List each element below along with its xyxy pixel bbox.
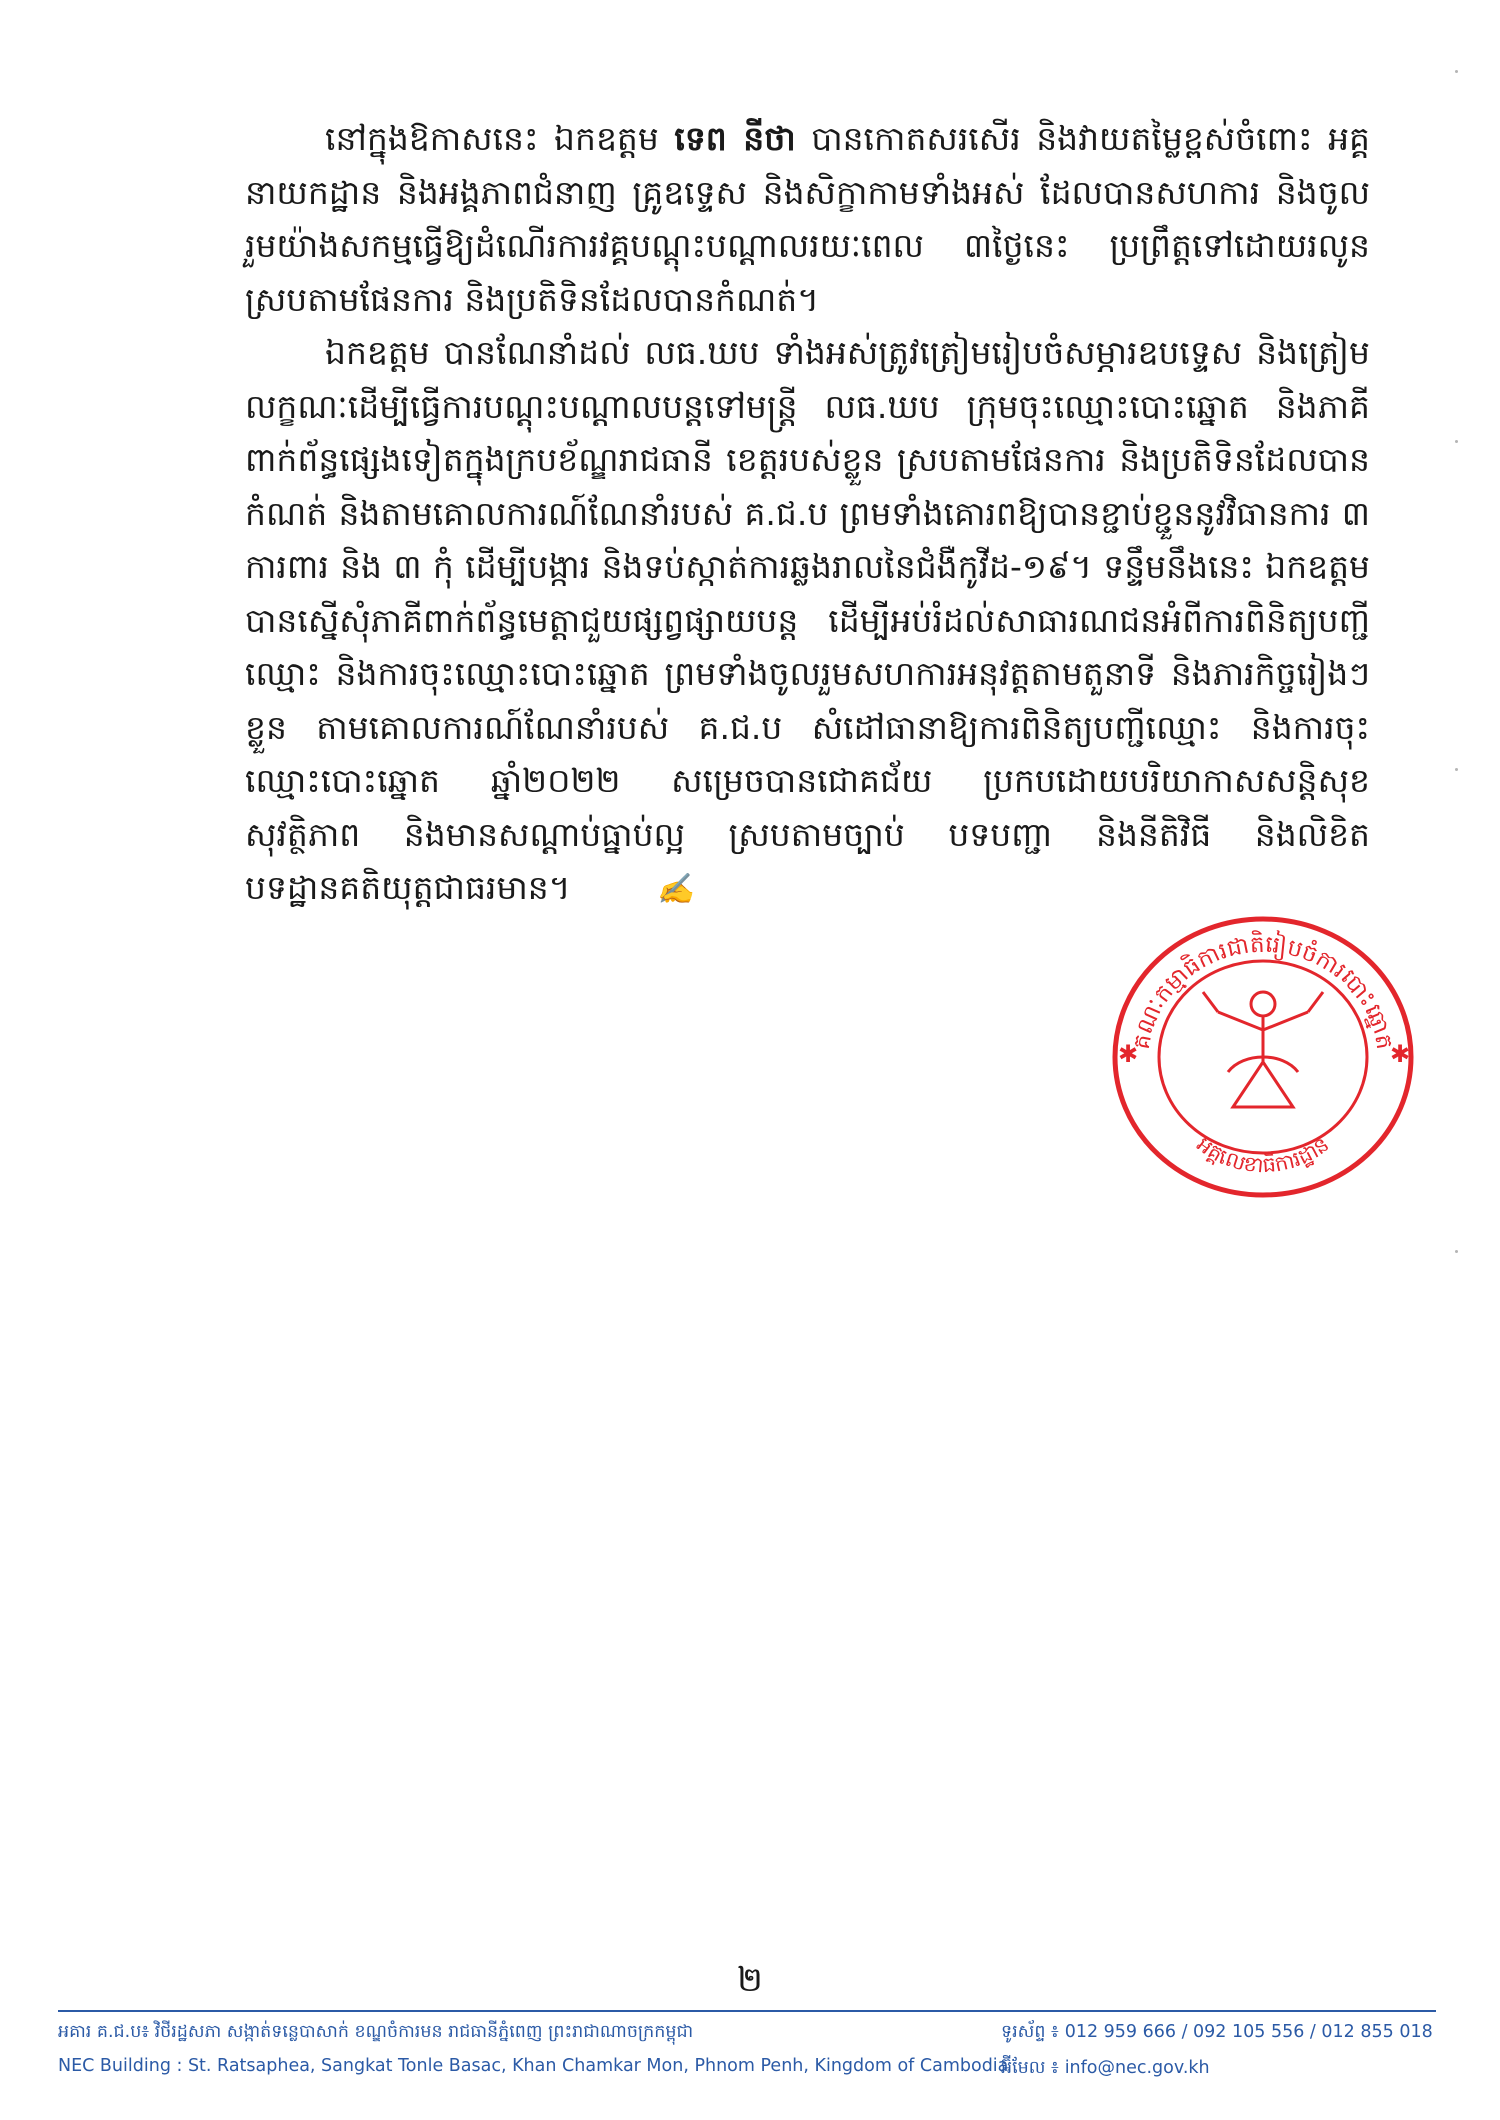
body-text bbox=[245, 112, 1370, 917]
paragraph-1-rest: បានកោតសរសើរ និងវាយតម្លៃខ្ពស់ចំពោះ អគ្គនាយកដ្ឋាន និងអង្គភាពជំនាញ គ្រូឧទ្ទេស និងសិក្ខាកាមទាំងអស់ ដែលបានសហការ និងចូលរួមយ៉ាងសកម្មធ្វើឱ្យដំណើរការវគ្គបណ្តុះបណ្តាលរយៈពេល ៣ថ្ងៃនេះ ប្រព្រឹត្តទៅដោយរលូន ស្របតាមផែនការ និងប្រតិទិនដែលបានកំណត់។ bbox=[245, 119, 1370, 319]
margin-mark bbox=[1455, 768, 1458, 771]
official-name: ទេព នីថា bbox=[674, 119, 796, 158]
footer-email bbox=[1001, 2056, 1210, 2082]
phone-number: 012 959 666 / 092 105 556 / 012 855 018 bbox=[1064, 2022, 1433, 2042]
paragraph-1-lead: នៅក្នុងឱកាសនេះ ឯកឧត្តម bbox=[325, 119, 675, 158]
footer-phone bbox=[1001, 2020, 1433, 2046]
paragraph-2 bbox=[245, 326, 1370, 917]
paragraph-2-text: ឯកឧត្តម បានណែនាំដល់ លធ.ឃប ទាំងអស់ត្រូវត្រៀមរៀបចំសម្ភារឧបទ្ទេស និងត្រៀមលក្ខណៈដើម្បីធ្វើការបណ្តុះបណ្តាលបន្តទៅមន្ត្រី លធ.ឃប ក្រុមចុះឈ្មោះបោះឆ្នោត និងភាគីពាក់ព័ន្ធផ្សេងទៀតក្នុងក្របខ័ណ្ឌរាជធានី ខេត្តរបស់ខ្លួន ស្របតាមផែនការ និងប្រតិទិនដែលបានកំណត់ និងតាមគោលការណ៍ណែនាំរបស់ គ.ជ.ប ព្រមទាំងគោរពឱ្យបានខ្ជាប់ខ្ជួននូវវិធានការ ៣ ការពារ និង ៣ កុំ ដើម្បីបង្ការ និងទប់ស្កាត់ការឆ្លងរាលនៃជំងឺកូវីដ-១៩។ ទន្ទឹមនឹងនេះ ឯកឧត្តម បានស្នើសុំភាគីពាក់ព័ន្ធមេត្តាជួយផ្សព្វផ្សាយបន្ត ដើម្បីអប់រំដល់សាធារណជនអំពីការពិនិត្យបញ្ជីឈ្មោះ និងការចុះឈ្មោះបោះឆ្នោត ព្រមទាំងចូលរួមសហការអនុវត្តតាមតួនាទី និងភារកិច្ចរៀងៗខ្លួន តាមគោលការណ៍ណែនាំរបស់ គ.ជ.ប សំដៅធានាឱ្យការពិនិត្យបញ្ជីឈ្មោះ និងការចុះឈ្មោះបោះឆ្នោត ឆ្នាំ២០២២ សម្រេចបានជោគជ័យ ប្រកបដោយបរិយាកាសសន្តិសុខ សុវត្ថិភាព និងមានសណ្តាប់ធ្នាប់ល្អ ស្របតាមច្បាប់ បទបញ្ជា និងនីតិវិធី និងលិខិតបទដ្ឋានគតិយុត្តជាធរមាន។ bbox=[245, 333, 1370, 907]
margin-mark bbox=[1455, 70, 1458, 73]
footer-divider bbox=[58, 2010, 1436, 2012]
paragraph-1 bbox=[245, 112, 1370, 326]
official-seal bbox=[1108, 912, 1418, 1202]
email-label: អ៊ីមែល ៖ bbox=[1001, 2058, 1059, 2078]
seal-emblem-figure bbox=[1203, 992, 1323, 1107]
seal-bottom-text: អគ្គលេខាធិការដ្ឋាន bbox=[1192, 1132, 1334, 1178]
seal-star-right: ✱ bbox=[1389, 1040, 1411, 1068]
handwritten-initials: ✍ bbox=[656, 872, 694, 907]
footer-address-en: NEC Building : St. Ratsaphea, Sangkat Tonle Basac, Khan Chamkar Mon, Phnom Penh, Kingdom of Cambodia bbox=[58, 2056, 1009, 2076]
margin-mark bbox=[1455, 440, 1458, 443]
footer-address-km: អគារ គ.ជ.ប៖ វិថីរដ្ឋសភា សង្កាត់ទន្លេបាសាក់ ខណ្ឌចំការមន រាជធានីភ្នំពេញ ព្រះរាជាណាចក្រកម្ពុជា bbox=[58, 2022, 694, 2042]
phone-label: ទូរស័ព្ទ ៖ bbox=[1001, 2022, 1059, 2042]
footer-row-english bbox=[58, 2056, 1436, 2086]
email-link[interactable]: info@nec.gov.kh bbox=[1064, 2058, 1210, 2078]
footer-row-khmer bbox=[58, 2020, 1436, 2050]
seal-star-left: ✱ bbox=[1117, 1040, 1139, 1068]
margin-mark bbox=[1455, 1250, 1458, 1253]
page-number: ២ bbox=[737, 1960, 763, 2000]
seal-top-text: គណៈកម្មាធិការជាតិរៀបចំការបោះឆ្នោត bbox=[1128, 931, 1398, 1052]
